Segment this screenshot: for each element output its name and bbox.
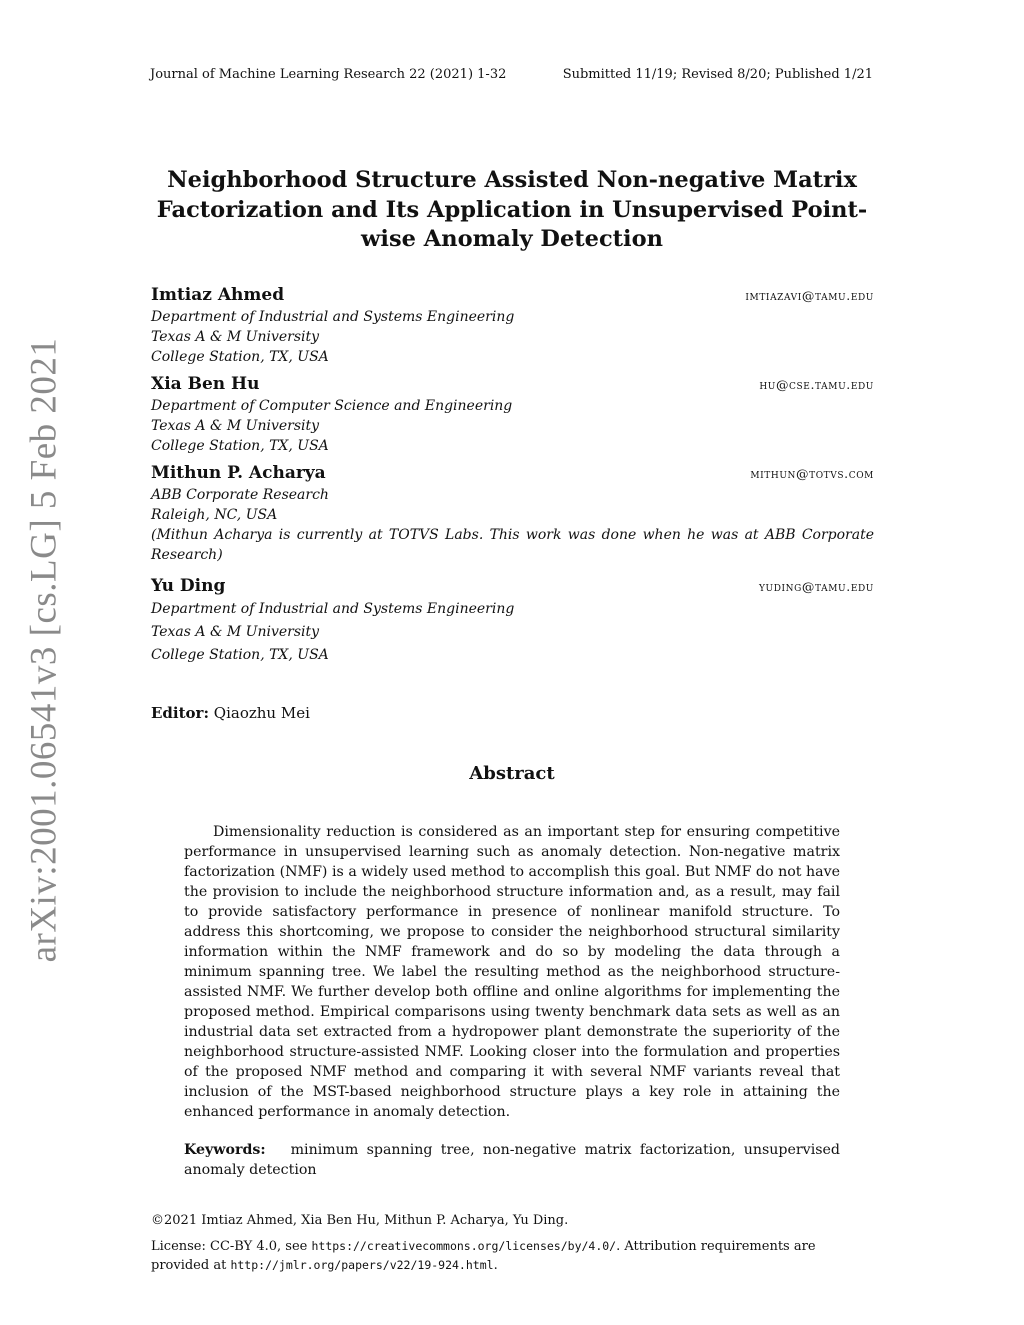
author-email: mithun@totvs.com	[750, 466, 874, 481]
author-block	[151, 576, 874, 667]
keywords-text: minimum spanning tree, non-negative matrix factorization, unsupervised anomaly detection	[184, 1142, 840, 1178]
author-name: Xia Ben Hu	[151, 374, 260, 394]
keywords-label: Keywords:	[184, 1142, 266, 1158]
license-link[interactable]: https://creativecommons.org/licenses/by/4.0/	[311, 1239, 617, 1253]
paper-title: Neighborhood Structure Assisted Non-negative Matrix Factorization and Its Application in Unsupervised Point-wise Anomaly Detection	[156, 167, 868, 252]
affiliation-line: Department of Industrial and Systems Engineering	[151, 601, 515, 617]
abstract-text: Dimensionality reduction is considered as an important step for ensuring competitive performance in unsupervised learning such as anomaly detection. Non-negative matrix factorization (NMF) is a widely used method to accomplish this goal. But NMF do not have the provision to include the neighborhood structure information and, as a result, may fail to provide satisfactory performance in presence of nonlinear manifold structure. To address this shortcoming, we propose to consider the neighborhood structural similarity information within the NMF framework and do so by modeling the data through a minimum spanning tree. We label the resulting method as the neighborhood structure-assisted NMF. We further develop both offline and online algorithms for implementing the proposed method. Empirical comparisons using twenty benchmark data sets as well as an industrial data set extracted from a hydropower plant demonstrate the superiority of the neighborhood structure-assisted NMF. Looking closer into the formulation and properties of the proposed NMF method and comparing it with several NMF variants reveal that inclusion of the MST-based neighborhood structure plays a key role in attaining the enhanced performance in anomaly detection.	[184, 824, 840, 1120]
affiliation-line: Department of Industrial and Systems Engineering	[151, 309, 515, 325]
affiliation-line: Department of Computer Science and Engineering	[151, 398, 513, 414]
affiliation-line: College Station, TX, USA	[151, 349, 329, 365]
affiliation-line: ABB Corporate Research	[151, 487, 329, 503]
author-name: Yu Ding	[151, 576, 226, 596]
submission-dates: Submitted 11/19; Revised 8/20; Published 1/21	[562, 67, 873, 82]
editor-label: Editor:	[151, 704, 209, 722]
author-block	[151, 463, 874, 565]
keywords	[184, 1140, 840, 1180]
editor-name: Qiaozhu Mei	[213, 704, 310, 722]
author-email: hu@cse.tamu.edu	[759, 377, 874, 392]
author-note: (Mithun Acharya is currently at TOTVS Labs. This work was done when he was at ABB Corporate Research)	[151, 527, 874, 563]
attribution-link[interactable]: http://jmlr.org/papers/v22/19-924.html	[230, 1258, 494, 1272]
license-note	[151, 1237, 874, 1275]
license-end: .	[493, 1258, 498, 1273]
editor-line	[151, 704, 310, 722]
affiliation-line: Raleigh, NC, USA	[151, 507, 278, 523]
affiliation-line: Texas A & M University	[151, 624, 320, 640]
affiliation-line: Texas A & M University	[151, 418, 320, 434]
affiliation-line: College Station, TX, USA	[151, 438, 329, 454]
author-block	[151, 374, 874, 456]
journal-header: Journal of Machine Learning Research 22 (2021) 1-32	[150, 67, 507, 82]
abstract-heading: Abstract	[469, 763, 555, 784]
author-name: Mithun P. Acharya	[151, 463, 326, 483]
license-mid: . Attribution requirements are provided at	[151, 1239, 816, 1273]
license-prefix: License: CC-BY 4.0, see	[151, 1239, 312, 1254]
copyright: ©2021 Imtiaz Ahmed, Xia Ben Hu, Mithun P. Acharya, Yu Ding.	[151, 1213, 569, 1228]
affiliation-line: College Station, TX, USA	[151, 647, 329, 663]
author-block	[151, 285, 874, 367]
author-email: imtiazavi@tamu.edu	[745, 288, 874, 303]
arxiv-stamp-text: arXiv:2001.06541v3 [cs.LG] 5 Feb 2021	[23, 337, 65, 963]
author-name: Imtiaz Ahmed	[151, 285, 285, 305]
affiliation-line: Texas A & M University	[151, 329, 320, 345]
author-email: yuding@tamu.edu	[758, 579, 874, 594]
